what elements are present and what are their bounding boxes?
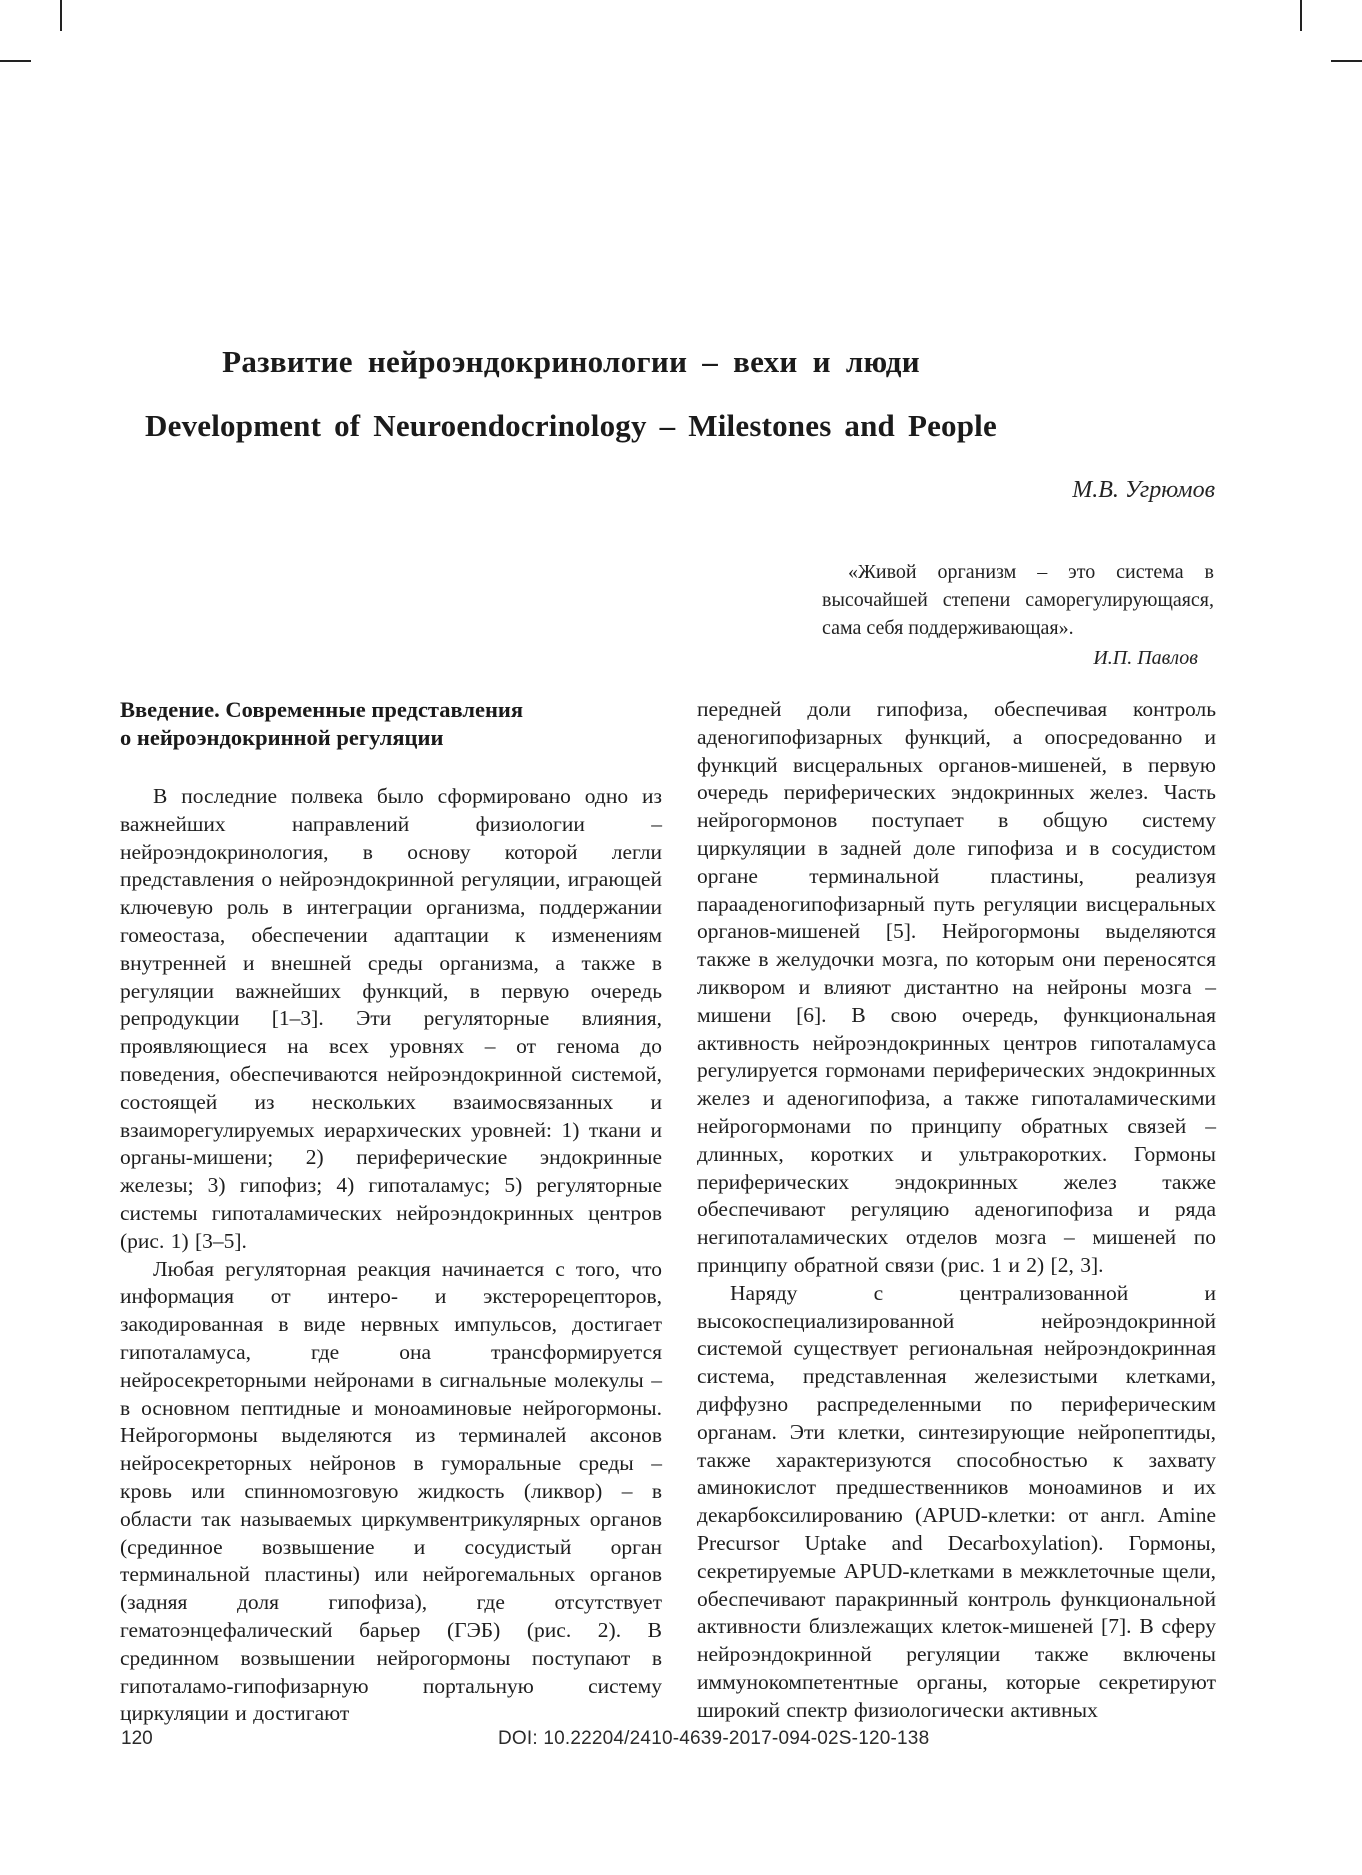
article-title-russian: Развитие нейроэндокринологии – вехи и люди — [222, 344, 920, 379]
body-paragraph: Наряду с централизованной и высокоспециализированной нейроэндокринной системой существует региональная нейроэндокринная система, представленная железистыми клетками, диффузно распределенными по периферическим органам. Эти клетки, синтезирующие нейропептиды, также характеризуются способностью к захвату аминокислот предшественников моноаминов и их декарбоксилированию (APUD-клетки: от англ. Amine Precursor Uptake and Decarboxylation). Гормоны, секретируемые APUD-клетками в межклеточные щели, обеспечивают паракринный контроль функциональной активности близлежащих клеток-мишеней [7]. В сферу нейроэндокринной регуляции также включены иммунокомпетентные органы, которые секретируют широкий спектр физиологически активных — [697, 1280, 1216, 1722]
body-paragraph: В последние полвека было сформировано одно из важнейших направлений физиологии – нейроэндокринология, в основу которой легли представления о нейроэндокринной регуляции, играющей ключевую роль в интеграции организма, поддержании гомеостаза, обеспечении адаптации к изменениям внутренней и внешней среды организма, а также в регуляции важнейших функций, в первую очередь репродукции [1–3]. Эти регуляторные влияния, проявляющиеся на всех уровнях – от генома до поведения, обеспечиваются нейроэндокринной системой, состоящей из нескольких взаимосвязанных и взаиморегулируемых иерархических уровней: 1) ткани и органы-мишени; 2) периферические эндокринные железы; 3) гипофиз; 4) гипоталамус; 5) регуляторные системы гипоталамических нейроэндокринных центров (рис. 1) [3–5]. — [120, 784, 662, 1253]
left-column — [120, 696, 662, 1728]
crop-mark-top-left-horizontal — [0, 60, 31, 62]
page-footer — [0, 1728, 1362, 1756]
section-heading-line-1: Введение. Современные представления — [120, 697, 524, 722]
epigraph-attribution: И.П. Павлов — [1093, 647, 1198, 669]
page-number: 120 — [121, 1728, 153, 1749]
section-heading-line-2: о нейроэндокринной регуляции — [120, 725, 444, 750]
right-column — [697, 696, 1216, 1724]
crop-mark-top-right-horizontal — [1331, 60, 1362, 62]
author-name: М.В. Угрюмов — [1072, 477, 1215, 503]
doi-text: DOI: 10.22204/2410-4639-2017-094-02S-120-138 — [498, 1728, 930, 1749]
body-paragraph: передней доли гипофиза, обеспечивая контроль аденогипофизарных функций, а опосредованно и функций висцеральных органов-мишеней, в первую очередь периферических эндокринных желез. Часть нейрогормонов поступает в общую систему циркуляции в задней доле гипофиза и в сосудистом органе терминальной пластины, реализуя парааденогипофизарный путь регуляции висцеральных органов-мишеней [5]. Нейрогормоны выделяются также в желудочки мозга, по которым они переносятся ликвором и влияют дистантно на нейроны мозга – мишени [6]. В свою очередь, функциональная активность нейроэндокринных центров гипоталамуса регулируется гормонами периферических эндокринных желез и аденогипофиза, а также гипоталамическими нейрогормонами по принципу обратных связей – длинных, коротких и ультракоротких. Гормоны периферических эндокринных желез также обеспечивают регуляцию аденогипофиза и ряда негипоталамических отделов мозга – мишеней по принципу обратной связи (рис. 1 и 2) [2, 3]. — [697, 697, 1216, 1277]
article-title-english: Development of Neuroendocrinology – Milestones and People — [145, 408, 997, 443]
epigraph — [822, 558, 1214, 672]
crop-mark-top-left-vertical — [60, 0, 62, 31]
section-heading — [120, 696, 662, 752]
epigraph-quote: «Живой организм – это система в высочайшей степени саморегулирующаяся, сама себя поддерживающая». — [822, 561, 1214, 639]
body-paragraph: Любая регуляторная реакция начинается с того, что информация от интеро- и экстерорецепторов, закодированная в виде нервных импульсов, достигает гипоталамуса, где она трансформируется нейросекреторными нейронами в сигнальные молекулы – в основном пептидные и моноаминовые нейрогормоны. Нейрогормоны выделяются из терминалей аксонов нейросекреторных нейронов в гуморальные среды – кровь или спинномозговую жидкость (ликвор) – в области так называемых циркумвентрикулярных органов (срединное возвышение и сосудистый орган терминальной пластины) или нейрогемальных органов (задняя доля гипофиза), где отсутствует гематоэнцефалический барьер (ГЭБ) (рис. 2). В срединном возвышении нейрогормоны поступают в гипоталамо-гипофизарную портальную систему циркуляции и достигают — [120, 1256, 662, 1726]
crop-mark-top-right-vertical — [1300, 0, 1302, 31]
